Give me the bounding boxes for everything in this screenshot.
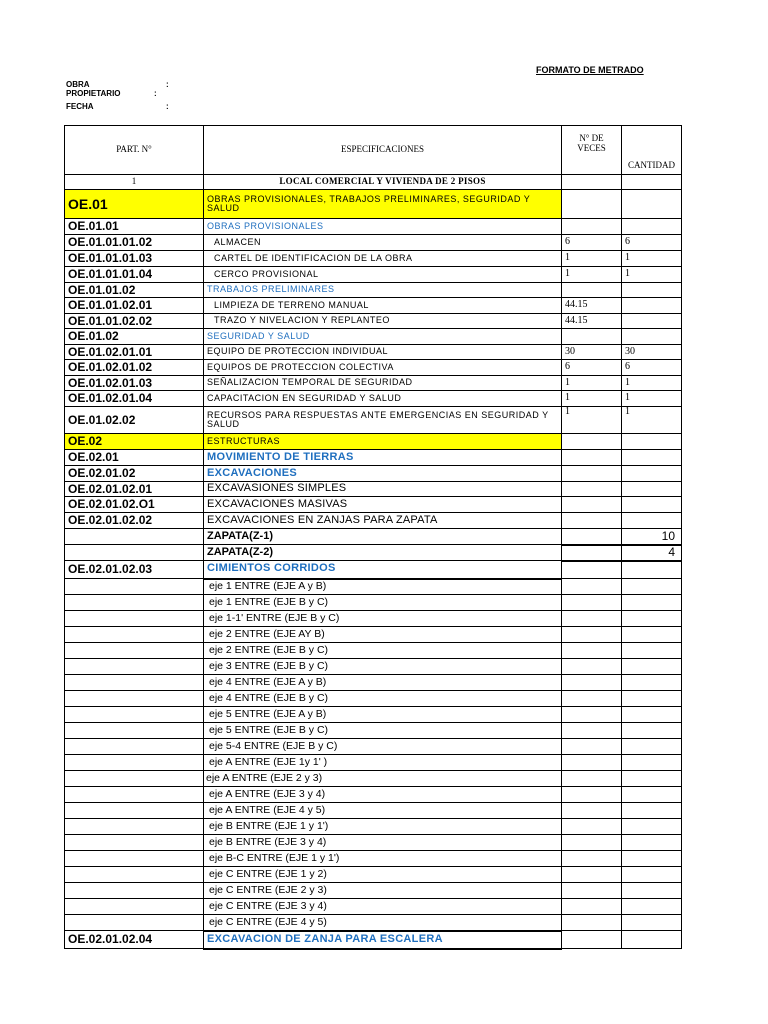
item-description: eje 1 ENTRE (EJE B y C) (204, 595, 562, 611)
item-cantidad (622, 643, 682, 659)
item-code: OE.01.01.02.02 (65, 314, 204, 329)
item-cantidad (622, 450, 682, 466)
table-row (65, 931, 682, 949)
item-cantidad (622, 314, 682, 329)
item-description: eje 1-1' ENTRE (EJE B y C) (204, 611, 562, 627)
item-description: EXCAVACION DE ZANJA PARA ESCALERA (204, 931, 562, 949)
item-veces: 44.15 (562, 314, 622, 329)
item-cantidad: 4 (622, 545, 682, 561)
item-code (65, 595, 204, 611)
field-obra-colon: : (166, 80, 169, 89)
item-veces (562, 851, 622, 867)
item-veces: 1 (562, 407, 622, 434)
item-description: EXCAVACIONES EN ZANJAS PARA ZAPATA (204, 513, 562, 529)
item-description: ALMACEN (204, 235, 562, 251)
item-code (65, 611, 204, 627)
item-veces (562, 190, 622, 219)
item-description: eje 1 ENTRE (EJE A y B) (204, 579, 562, 595)
item-description: eje B ENTRE (EJE 1 y 1') (204, 819, 562, 835)
table-row (65, 329, 682, 345)
column-header-cantidad: CANTIDAD (622, 126, 682, 175)
item-code: OE.02.01.02.01 (65, 482, 204, 497)
item-cantidad (622, 691, 682, 707)
field-propietario-label: PROPIETARIO (66, 89, 121, 98)
item-cantidad: 1 (622, 251, 682, 267)
item-code (65, 803, 204, 819)
item-description: eje 5-4 ENTRE (EJE B y C) (204, 739, 562, 755)
item-cantidad: 1 (622, 391, 682, 407)
item-cantidad (622, 611, 682, 627)
table-row (65, 314, 682, 329)
table-row (65, 707, 682, 723)
item-code (65, 915, 204, 931)
table-row (65, 376, 682, 391)
table-row (65, 819, 682, 835)
table-row (65, 561, 682, 579)
item-description: SEGURIDAD Y SALUD (204, 329, 562, 345)
item-description: CERCO PROVISIONAL (204, 267, 562, 283)
item-code (65, 819, 204, 835)
item-cantidad (622, 595, 682, 611)
item-description: eje 4 ENTRE (EJE A y B) (204, 675, 562, 691)
item-cantidad (622, 723, 682, 739)
item-veces (562, 545, 622, 561)
item-veces: 1 (562, 376, 622, 391)
item-veces (562, 771, 622, 787)
item-code: OE.01.01 (65, 219, 204, 235)
item-code: OE.01.01.01.02 (65, 235, 204, 251)
item-veces: 1 (562, 267, 622, 283)
item-cantidad (622, 739, 682, 755)
item-veces (562, 513, 622, 529)
table-row (65, 675, 682, 691)
item-cantidad: 1 (622, 376, 682, 391)
item-description: EQUIPO DE PROTECCION INDIVIDUAL (204, 345, 562, 360)
item-description: eje B-C ENTRE (EJE 1 y 1') (204, 851, 562, 867)
item-code: OE.02.01.02.O1 (65, 497, 204, 513)
item-code: OE.01.01.01.03 (65, 251, 204, 267)
item-veces (562, 931, 622, 949)
field-propietario-colon: : (154, 89, 157, 98)
item-code (65, 579, 204, 595)
table-row (65, 627, 682, 643)
table-row (65, 755, 682, 771)
item-veces (562, 675, 622, 691)
item-code (65, 771, 204, 787)
table-row (65, 611, 682, 627)
table-row (65, 545, 682, 561)
item-description: eje C ENTRE (EJE 1 y 2) (204, 867, 562, 883)
item-cantidad (622, 434, 682, 450)
field-fecha-colon: : (166, 102, 169, 111)
table-row (65, 497, 682, 513)
item-cantidad (622, 513, 682, 529)
field-obra-label: OBRA (66, 80, 90, 89)
column-header-veces (562, 126, 622, 175)
table-row (65, 595, 682, 611)
item-cantidad (622, 931, 682, 949)
item-code: OE.01.02.01.03 (65, 376, 204, 391)
table-row (65, 899, 682, 915)
item-description: TRABAJOS PRELIMINARES (204, 283, 562, 298)
item-veces (562, 707, 622, 723)
table-row (65, 787, 682, 803)
item-veces (562, 627, 622, 643)
item-code (65, 755, 204, 771)
item-description: ESTRUCTURAS (204, 434, 562, 450)
table-row (65, 691, 682, 707)
item-cantidad: 6 (622, 235, 682, 251)
item-cantidad (622, 771, 682, 787)
item-cantidad (622, 298, 682, 314)
item-veces (562, 723, 622, 739)
item-code (65, 529, 204, 545)
item-veces (562, 579, 622, 595)
item-veces (562, 219, 622, 235)
item-description: OBRAS PROVISIONALES (204, 219, 562, 235)
item-veces (562, 482, 622, 497)
item-description: eje C ENTRE (EJE 4 y 5) (204, 915, 562, 931)
field-fecha-label: FECHA (66, 102, 94, 111)
item-cantidad (622, 899, 682, 915)
table-row (65, 771, 682, 787)
item-description: eje C ENTRE (EJE 2 y 3) (204, 883, 562, 899)
item-cantidad (622, 851, 682, 867)
project-row (65, 175, 682, 190)
table-row (65, 739, 682, 755)
item-veces (562, 739, 622, 755)
table-row (65, 883, 682, 899)
item-description: TRAZO Y NIVELACION Y REPLANTEO (204, 314, 562, 329)
item-code (65, 787, 204, 803)
column-header-spec: ESPECIFICACIONES (204, 126, 562, 175)
item-code: OE.02.01 (65, 450, 204, 466)
item-description: eje C ENTRE (EJE 3 y 4) (204, 899, 562, 915)
item-cantidad (622, 915, 682, 931)
project-title: LOCAL COMERCIAL Y VIVIENDA DE 2 PISOS (204, 175, 562, 190)
table-row (65, 835, 682, 851)
item-description: OBRAS PROVISIONALES, TRABAJOS PRELIMINARES, SEGURIDAD Y SALUD (204, 190, 562, 219)
table-row (65, 529, 682, 545)
item-veces (562, 283, 622, 298)
item-code (65, 867, 204, 883)
item-code: OE.01.02.02 (65, 407, 204, 434)
item-description: MOVIMIENTO DE TIERRAS (204, 450, 562, 466)
item-cantidad (622, 787, 682, 803)
item-description: LIMPIEZA DE TERRENO MANUAL (204, 298, 562, 314)
table-row (65, 219, 682, 235)
item-code: OE.02 (65, 434, 204, 450)
table-row (65, 267, 682, 283)
item-code: OE.02.01.02.04 (65, 931, 204, 949)
item-description: eje 2 ENTRE (EJE B y C) (204, 643, 562, 659)
item-code: OE.01.01.01.04 (65, 267, 204, 283)
item-cantidad (622, 466, 682, 482)
table-row (65, 466, 682, 482)
item-veces (562, 450, 622, 466)
column-header-veces-line2: VECES (577, 142, 606, 153)
table-cell (562, 175, 622, 190)
item-code: OE.01 (65, 190, 204, 219)
item-description: eje 2 ENTRE (EJE AY B) (204, 627, 562, 643)
item-veces (562, 497, 622, 513)
item-description: ZAPATA(Z-2) (204, 545, 562, 561)
item-cantidad (622, 803, 682, 819)
item-veces (562, 755, 622, 771)
item-code: OE.01.01.02 (65, 283, 204, 298)
item-veces (562, 561, 622, 579)
item-description: CAPACITACION EN SEGURIDAD Y SALUD (204, 391, 562, 407)
table-row (65, 851, 682, 867)
item-cantidad (622, 659, 682, 675)
item-veces (562, 867, 622, 883)
item-veces (562, 899, 622, 915)
item-veces (562, 803, 622, 819)
table-row (65, 407, 682, 434)
item-code (65, 707, 204, 723)
item-cantidad (622, 835, 682, 851)
table-row (65, 283, 682, 298)
item-veces (562, 643, 622, 659)
table-row (65, 434, 682, 450)
item-description: RECURSOS PARA RESPUESTAS ANTE EMERGENCIAS EN SEGURIDAD Y SALUD (204, 407, 562, 434)
item-description: eje A ENTRE (EJE 3 y 4) (204, 787, 562, 803)
item-veces (562, 611, 622, 627)
item-code (65, 627, 204, 643)
item-code (65, 883, 204, 899)
table-row (65, 915, 682, 931)
item-cantidad (622, 283, 682, 298)
item-cantidad: 10 (622, 529, 682, 545)
field-obra (66, 80, 169, 89)
item-cantidad (622, 819, 682, 835)
item-cantidad (622, 497, 682, 513)
item-cantidad: 1 (622, 407, 682, 434)
item-code (65, 659, 204, 675)
item-veces: 6 (562, 235, 622, 251)
table-row (65, 482, 682, 497)
item-code (65, 691, 204, 707)
item-cantidad (622, 883, 682, 899)
item-code: OE.02.01.02.02 (65, 513, 204, 529)
table-row (65, 803, 682, 819)
item-description: CIMIENTOS CORRIDOS (204, 561, 562, 579)
metrado-table (64, 125, 682, 950)
item-code: OE.01.02.01.01 (65, 345, 204, 360)
item-veces: 6 (562, 360, 622, 376)
item-cantidad: 1 (622, 267, 682, 283)
item-cantidad (622, 707, 682, 723)
item-code (65, 851, 204, 867)
item-description: ZAPATA(Z-1) (204, 529, 562, 545)
table-row (65, 643, 682, 659)
item-cantidad (622, 219, 682, 235)
field-fecha (66, 102, 169, 111)
item-description: eje A ENTRE (EJE 4 y 5) (204, 803, 562, 819)
item-veces (562, 691, 622, 707)
item-description: eje A ENTRE (EJE 2 y 3) (204, 771, 562, 787)
item-cantidad (622, 482, 682, 497)
item-code (65, 899, 204, 915)
item-code (65, 739, 204, 755)
table-header-row (65, 126, 682, 175)
item-veces (562, 819, 622, 835)
table-row (65, 360, 682, 376)
item-code: OE.02.01.02.03 (65, 561, 204, 579)
column-header-part: PART. N° (65, 126, 204, 175)
item-veces: 30 (562, 345, 622, 360)
item-cantidad: 30 (622, 345, 682, 360)
table-row (65, 513, 682, 529)
item-description: eje 4 ENTRE (EJE B y C) (204, 691, 562, 707)
item-cantidad (622, 579, 682, 595)
item-code: OE.01.02 (65, 329, 204, 345)
item-cantidad (622, 329, 682, 345)
item-cantidad (622, 190, 682, 219)
item-code (65, 723, 204, 739)
item-cantidad: 6 (622, 360, 682, 376)
item-code (65, 675, 204, 691)
item-description: eje 5 ENTRE (EJE A y B) (204, 707, 562, 723)
table-row (65, 659, 682, 675)
item-cantidad (622, 561, 682, 579)
field-propietario (66, 89, 157, 98)
table-row (65, 190, 682, 219)
item-veces (562, 466, 622, 482)
item-description: eje 5 ENTRE (EJE B y C) (204, 723, 562, 739)
item-code: OE.01.01.02.01 (65, 298, 204, 314)
item-code (65, 643, 204, 659)
item-code: OE.02.01.02 (65, 466, 204, 482)
item-veces (562, 529, 622, 545)
item-cantidad (622, 627, 682, 643)
item-description: eje A ENTRE (EJE 1y 1' ) (204, 755, 562, 771)
table-row (65, 251, 682, 267)
table-cell (622, 175, 682, 190)
item-code (65, 545, 204, 561)
table-row (65, 723, 682, 739)
project-number: 1 (65, 175, 204, 190)
item-description: eje 3 ENTRE (EJE B y C) (204, 659, 562, 675)
item-cantidad (622, 675, 682, 691)
item-veces: 1 (562, 251, 622, 267)
item-description: EQUIPOS DE PROTECCION COLECTIVA (204, 360, 562, 376)
item-description: EXCAVACIONES MASIVAS (204, 497, 562, 513)
item-veces (562, 329, 622, 345)
table-row (65, 391, 682, 407)
table-row (65, 298, 682, 314)
table-row (65, 450, 682, 466)
item-description: CARTEL DE IDENTIFICACION DE LA OBRA (204, 251, 562, 267)
document-title: FORMATO DE METRADO (536, 65, 644, 75)
item-veces: 1 (562, 391, 622, 407)
item-veces (562, 434, 622, 450)
item-code: OE.01.02.01.02 (65, 360, 204, 376)
table-row (65, 235, 682, 251)
column-header-veces-line1: N° DE (579, 133, 604, 143)
item-cantidad (622, 755, 682, 771)
table-row (65, 867, 682, 883)
item-description: EXCAVASIONES SIMPLES (204, 482, 562, 497)
table-row (65, 579, 682, 595)
item-description: SEÑALIZACION TEMPORAL DE SEGURIDAD (204, 376, 562, 391)
item-veces (562, 595, 622, 611)
item-veces (562, 883, 622, 899)
item-cantidad (622, 867, 682, 883)
item-veces (562, 915, 622, 931)
item-description: eje B ENTRE (EJE 3 y 4) (204, 835, 562, 851)
item-veces (562, 787, 622, 803)
item-description: EXCAVACIONES (204, 466, 562, 482)
table-row (65, 345, 682, 360)
item-veces (562, 835, 622, 851)
item-veces (562, 659, 622, 675)
item-veces: 44.15 (562, 298, 622, 314)
item-code: OE.01.02.01.04 (65, 391, 204, 407)
item-code (65, 835, 204, 851)
